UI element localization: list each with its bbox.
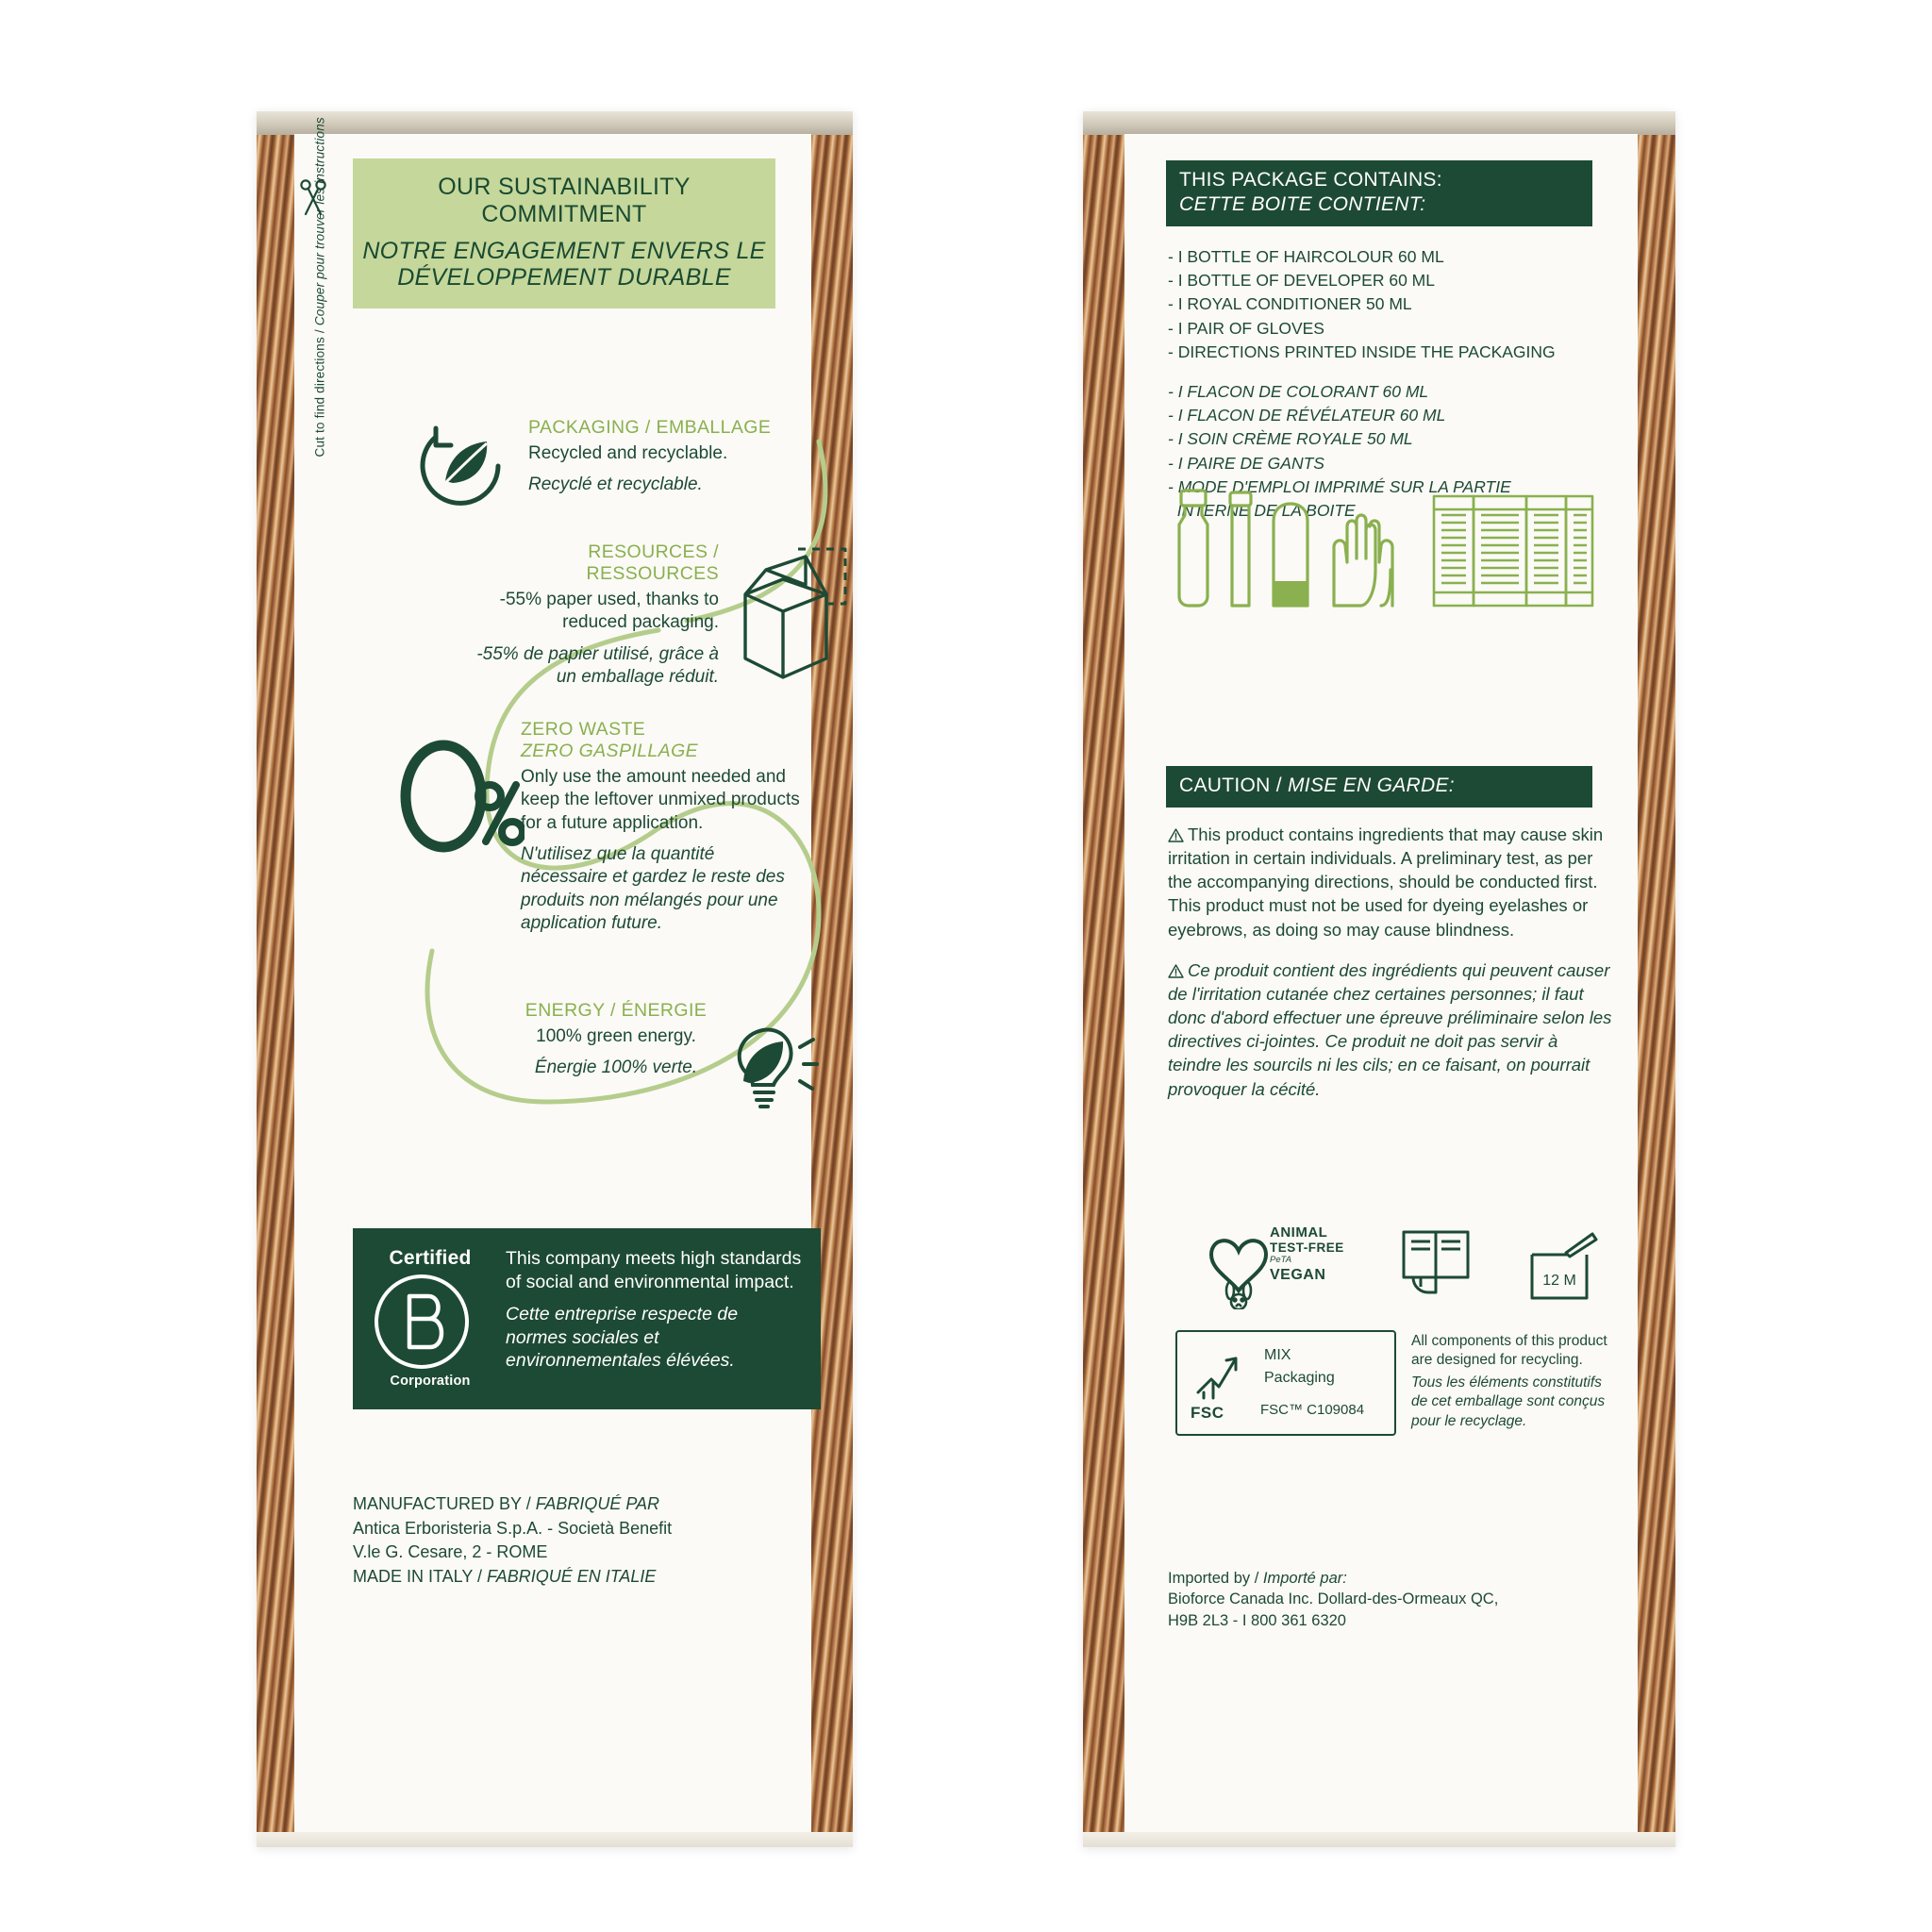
fsc-mix: MIX (1264, 1347, 1291, 1363)
contents-item: - I ROYAL CONDITIONER 50 ML (1168, 294, 1412, 314)
sustainability-header (353, 158, 775, 308)
contents-item: - I PAIR OF GLOVES (1168, 318, 1324, 338)
caution-bar-fr: MISE EN GARDE: (1288, 774, 1455, 796)
box-top-lip (257, 111, 853, 135)
cut-instruction-en: Cut to find directions / (312, 329, 327, 458)
section-resources (455, 541, 719, 689)
hair-texture-spine-left (257, 111, 294, 1847)
cut-instruction-fr: Couper pour trouver les instructions (312, 117, 327, 326)
fsc-tree-checkmark-icon (1191, 1343, 1245, 1402)
section-energy-body-en: 100% green energy. (536, 1026, 696, 1046)
tube-icon (1230, 492, 1251, 606)
package-left-panel (257, 111, 853, 1847)
vegan-badge (1206, 1219, 1357, 1309)
warning-triangle-icon (1168, 828, 1184, 842)
manufactured-line1 (353, 1492, 796, 1517)
section-resources-title: RESOURCES / RESSOURCES (586, 541, 719, 584)
importer-contact: H9B 2L3 - I 800 361 6320 (1168, 1611, 1346, 1629)
section-packaging-body-en: Recycled and recyclable. (528, 443, 728, 463)
bcorp-text (506, 1247, 804, 1389)
bcorp-b-icon (370, 1270, 474, 1374)
imported-by-en: Imported by / (1168, 1570, 1263, 1587)
bcorp-text-fr: Cette entreprise respecte de normes sociales et environnementales élévées. (506, 1304, 739, 1372)
caution-bar-text (1179, 774, 1579, 797)
hair-texture-spine-right-2 (1638, 111, 1675, 1847)
fsc-badge (1175, 1330, 1396, 1436)
hair-texture-spine-right (811, 111, 853, 1847)
manufactured-line4 (353, 1565, 796, 1590)
hair-texture-spine-left-2 (1083, 111, 1124, 1847)
zero-percent-icon (396, 738, 525, 857)
recycling-note-fr: Tous les éléments constitutifs de cet emballage sont conçus pour le recyclage. (1411, 1374, 1606, 1429)
vegan-line2: TEST-FREE (1270, 1241, 1344, 1255)
vegan-badge-text (1270, 1224, 1344, 1284)
left-panel-face (294, 117, 811, 1832)
importer-company: Bioforce Canada Inc. Dollard-des-Ormeaux QC, (1168, 1591, 1499, 1608)
package-contains-en: THIS PACKAGE CONTAINS: (1179, 169, 1442, 191)
sustainability-header-en: OUR SUSTAINABILITY COMMITMENT (438, 174, 691, 227)
peta-bunny-heart-icon (1206, 1219, 1272, 1309)
caution-bar (1166, 766, 1592, 808)
section-packaging-body-fr: Recyclé et recyclable. (528, 475, 703, 495)
importer-block (1168, 1568, 1592, 1631)
sustainability-header-fr: NOTRE ENGAGEMENT ENVERS LE DÉVELOPPEMENT DURABLE (362, 237, 766, 291)
bcorp-corporation-label: Corporation (390, 1374, 471, 1389)
caution-paragraph-en (1168, 823, 1613, 941)
manufacturer-block (353, 1492, 796, 1589)
section-resources-body-en: -55% paper used, thanks to reduced packaging. (499, 590, 719, 633)
section-zero-waste-body-fr: N'utilisez que la quantité nécessaire et gardez le reste des produits non mélangés pour une application future. (521, 843, 785, 933)
package-right-panel (1083, 111, 1675, 1847)
section-zero-waste-body (521, 766, 804, 935)
bcorp-text-en: This company meets high standards of social and environmental impact. (506, 1248, 802, 1292)
certification-badges (1168, 1219, 1611, 1323)
leaf-recycle-icon (408, 413, 513, 519)
box-top-lip-2 (1083, 111, 1675, 135)
contents-item-fr: - I PAIRE DE GANTS (1168, 453, 1324, 473)
recycling-note (1411, 1332, 1621, 1431)
contents-item-fr: INTERNE DE LA BOITE (1168, 500, 1356, 520)
glove-icon (1334, 515, 1392, 606)
box-bottom-lip-2 (1083, 1832, 1675, 1847)
section-zero-waste-title-en: ZERO WASTE (521, 719, 646, 740)
manufacturer-address: V.le G. Cesare, 2 - ROME (353, 1542, 548, 1562)
section-packaging (528, 417, 811, 497)
right-panel-face (1124, 134, 1638, 1832)
bcorp-badge (353, 1228, 821, 1409)
manufactured-by-en: MANUFACTURED BY / (353, 1494, 536, 1513)
section-resources-body (455, 589, 719, 689)
fsc-logo-text: FSC (1191, 1404, 1224, 1422)
section-zero-waste-title (521, 719, 804, 762)
made-in-fr: FABRIQUÉ EN ITALIE (487, 1566, 657, 1586)
bcorp-certified-label: Certified (389, 1247, 472, 1269)
box-bottom-lip (257, 1832, 853, 1847)
vegan-line4: VEGAN (1270, 1267, 1326, 1283)
caution-text-block (1168, 823, 1613, 1101)
section-zero-waste-body-en: Only use the amount needed and keep the leftover unmixed products for a future application. (521, 767, 800, 833)
bcorp-logo (370, 1247, 491, 1389)
package-contains-bar (1166, 160, 1592, 226)
section-resources-body-fr: -55% de papier utilisé, grâce à un emballage réduit. (476, 643, 719, 687)
vegan-line3: PeTA (1270, 1255, 1292, 1265)
cut-instruction-text (312, 117, 327, 458)
imported-line1 (1168, 1568, 1592, 1589)
fsc-code: FSC™ C109084 (1260, 1402, 1365, 1418)
folded-box-icon (721, 541, 853, 692)
section-energy-title: ENERGY / ÉNERGIE (525, 1000, 708, 1021)
leaf-lightbulb-icon (709, 1011, 819, 1121)
unfolded-carton-icon (1434, 496, 1592, 606)
caution-en: This product contains ingredients that may cause skin irritation in certain individuals. A preliminary test, as per the accompanying directions, should be conducted first. This product must not be used for dyeing eyelashes or eyebrows, as doing so may cause blindness. (1168, 824, 1604, 940)
section-packaging-title: PACKAGING / EMBALLAGE (528, 417, 772, 438)
caution-bar-en: CAUTION / (1179, 774, 1289, 796)
contents-item: - DIRECTIONS PRINTED INSIDE THE PACKAGING (1168, 341, 1556, 361)
section-zero-waste-title-fr: ZERO GASPILLAGE (521, 741, 699, 761)
section-zero-waste (521, 719, 804, 935)
bottle-icon (1179, 491, 1208, 606)
conditioner-tube-icon (1274, 504, 1307, 606)
recycling-note-en: All components of this product are designed for recycling. (1411, 1333, 1607, 1369)
pao-value: 12 M (1542, 1273, 1576, 1289)
cut-strip (294, 117, 336, 1832)
contents-item: - I BOTTLE OF HAIRCOLOUR 60 ML (1168, 247, 1444, 266)
package-contents-icons (1168, 483, 1602, 615)
manufacturer-company: Antica Erboristeria S.p.A. - Società Benefit (353, 1518, 673, 1538)
period-after-opening-icon (1519, 1223, 1600, 1306)
made-in-en: MADE IN ITALY / (353, 1566, 488, 1586)
fsc-packaging: Packaging (1264, 1370, 1335, 1386)
manufactured-by-fr: FABRIQUÉ PAR (535, 1494, 660, 1513)
section-energy-body (498, 1025, 734, 1080)
section-packaging-body (528, 442, 811, 497)
caution-fr: Ce produit contient des ingrédients qui peuvent causer de l'irritation cutanée chez certaines personnes; il faut donc d'abord effectuer une épreuve préliminaire selon les directives ci-jointes. Ce produit ne doit pas servir à teindre les sourcils ni les cils; en ce faisant, on pourrait provoquer la cécité. (1168, 959, 1612, 1099)
contents-item-fr: - I FLACON DE RÉVÉLATEUR 60 ML (1168, 406, 1446, 425)
package-contents-list (1168, 245, 1611, 523)
contents-item-fr: - I SOIN CRÈME ROYALE 50 ML (1168, 429, 1413, 449)
imported-by-fr: Importé par: (1262, 1570, 1347, 1587)
package-contains-fr: CETTE BOITE CONTIENT: (1179, 193, 1426, 215)
section-energy (498, 1000, 734, 1080)
contents-item-fr: - I FLACON DE COLORANT 60 ML (1168, 381, 1429, 401)
vegan-line1: ANIMAL (1270, 1224, 1328, 1241)
leaflet-booklet-icon (1392, 1219, 1479, 1306)
warning-triangle-icon-2 (1168, 964, 1184, 978)
contents-item: - I BOTTLE OF DEVELOPER 60 ML (1168, 271, 1435, 291)
caution-paragraph-fr (1168, 958, 1613, 1101)
section-energy-body-fr: Énergie 100% verte. (534, 1058, 698, 1078)
contents-item-fr: - MODE D'EMPLOI IMPRIMÉ SUR LA PARTIE (1168, 476, 1511, 496)
